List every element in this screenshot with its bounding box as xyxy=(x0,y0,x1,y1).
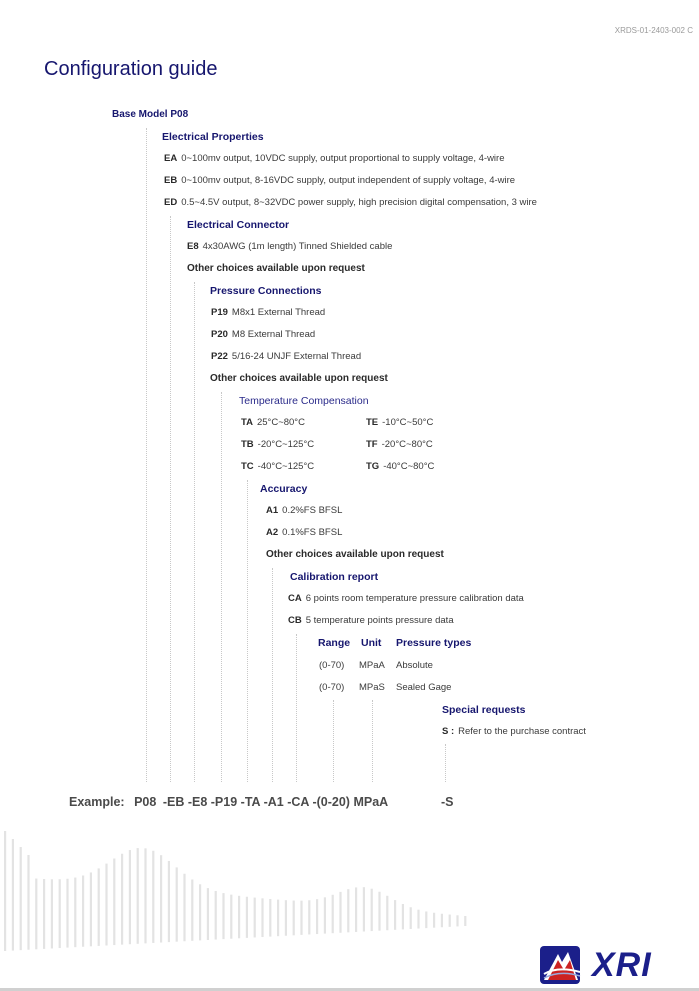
range-value: (0-70) xyxy=(319,660,345,671)
example-special: -S xyxy=(441,795,454,809)
option-text: 25°C~80°C xyxy=(256,417,305,428)
example-electrical: -EB xyxy=(162,795,185,809)
wave-bar xyxy=(113,858,115,945)
wave-bar xyxy=(285,900,287,936)
option-row xyxy=(366,439,433,450)
option-code: CB xyxy=(288,615,302,626)
option-code: A2 xyxy=(266,527,279,538)
wave-bar xyxy=(277,900,279,937)
option-code: EA xyxy=(164,153,178,164)
option-row xyxy=(211,329,315,340)
wave-bar xyxy=(363,887,365,931)
range-value: (0-70) xyxy=(319,682,345,693)
wave-bar xyxy=(324,897,326,933)
wave-bar xyxy=(199,884,201,940)
wave-bar xyxy=(59,879,61,948)
example-connector: -E8 xyxy=(187,795,208,809)
option-code: S : xyxy=(442,726,455,737)
option-text: -20°C~80°C xyxy=(381,439,433,450)
option-text: -20°C~125°C xyxy=(257,439,315,450)
other-choices-note: Other choices available upon request xyxy=(210,373,388,384)
pressure-type-value: Absolute xyxy=(396,660,433,671)
unit-value: MPaA xyxy=(359,660,385,671)
wave-bar xyxy=(183,874,185,942)
option-text: Refer to the purchase contract xyxy=(458,726,586,737)
option-row xyxy=(211,351,361,362)
wave-bar xyxy=(316,899,318,934)
option-text: -40°C~80°C xyxy=(383,461,435,472)
wave-bar xyxy=(417,910,419,929)
wave-bar xyxy=(378,892,380,931)
wave-bar xyxy=(347,889,349,932)
wave-bar xyxy=(293,901,295,936)
wave-bar xyxy=(261,898,263,937)
unit-value: MPaS xyxy=(359,682,385,693)
temperature-compensation-heading: Temperature Compensation xyxy=(239,395,369,407)
wave-bar xyxy=(121,854,123,945)
option-code: ED xyxy=(164,197,178,208)
wave-bar xyxy=(456,915,458,926)
wave-bar xyxy=(355,887,357,932)
wave-bar xyxy=(43,879,45,949)
xri-logo xyxy=(538,944,663,986)
example-label: Example: xyxy=(69,795,125,809)
wave-bar xyxy=(410,907,412,929)
wave-bar xyxy=(12,839,14,951)
option-row xyxy=(241,439,314,450)
option-code: E8 xyxy=(187,241,199,252)
option-row xyxy=(187,241,392,252)
option-row xyxy=(266,505,342,516)
option-text: 0.5~4.5V output, 8~32VDC power supply, high precision digital compensation, 3 wire xyxy=(181,197,537,208)
unit-header: Unit xyxy=(361,637,382,649)
option-code: TF xyxy=(366,439,378,450)
wave-bar xyxy=(371,889,373,931)
option-text: 0~100mv output, 10VDC supply, output proportional to supply voltage, 4-wire xyxy=(181,153,505,164)
wave-bar xyxy=(35,879,37,950)
option-row xyxy=(164,153,504,164)
base-model-label: Base Model P08 xyxy=(112,109,189,120)
example-temperature: -TA xyxy=(240,795,261,809)
wave-bar xyxy=(105,864,107,946)
logo-mark-icon xyxy=(538,944,586,986)
option-row xyxy=(288,593,524,604)
wave-bar xyxy=(308,900,310,934)
other-choices-note: Other choices available upon request xyxy=(266,549,444,560)
wave-bar xyxy=(74,878,76,948)
option-text: -10°C~50°C xyxy=(382,417,434,428)
option-text: 5/16-24 UNJF External Thread xyxy=(231,351,362,362)
option-code: P22 xyxy=(211,351,228,362)
wave-bar xyxy=(433,913,435,928)
option-code: TB xyxy=(241,439,254,450)
wave-bar xyxy=(27,855,29,950)
wave-bar xyxy=(4,831,6,951)
pressure-types-header: Pressure types xyxy=(396,637,472,649)
wave-bar xyxy=(222,893,224,939)
example-code xyxy=(69,795,388,809)
electrical-properties-heading: Electrical Properties xyxy=(162,131,264,143)
option-row xyxy=(211,307,325,318)
option-row xyxy=(366,417,433,428)
option-text: 0.2%FS BFSL xyxy=(282,505,343,516)
example-pressure: -P19 xyxy=(210,795,238,809)
option-text: 0.1%FS BFSL xyxy=(282,527,343,538)
pressure-type-value: Sealed Gage xyxy=(396,682,452,693)
wave-bar xyxy=(254,898,256,938)
page-title: Configuration guide xyxy=(44,58,218,80)
wave-bar xyxy=(144,848,146,943)
wave-bar xyxy=(332,895,334,933)
wave-bar xyxy=(300,901,302,935)
option-row xyxy=(266,527,342,538)
option-code: TC xyxy=(241,461,254,472)
option-code: EB xyxy=(164,175,178,186)
wave-bar xyxy=(215,891,217,940)
wave-bar xyxy=(441,914,443,928)
option-text: 0~100mv output, 8-16VDC supply, output independent of supply voltage, 4-wire xyxy=(181,175,516,186)
option-text: 4x30AWG (1m length) Tinned Shielded cable xyxy=(202,241,393,252)
option-code: P19 xyxy=(211,307,228,318)
option-row xyxy=(288,615,454,626)
logo-text: XRI xyxy=(592,946,652,984)
wave-bar xyxy=(160,855,162,942)
wave-bar xyxy=(90,872,92,946)
option-text: -40°C~125°C xyxy=(257,461,315,472)
wave-bar xyxy=(66,879,68,948)
special-requests-heading: Special requests xyxy=(442,704,526,716)
example-accuracy: -A1 xyxy=(263,795,284,809)
option-row xyxy=(241,417,305,428)
wave-bar xyxy=(238,896,240,938)
wave-bar xyxy=(230,895,232,939)
option-code: TG xyxy=(366,461,380,472)
document-id: XRDS-01-2403-002 C xyxy=(614,26,693,35)
option-row xyxy=(241,461,314,472)
wave-bar xyxy=(98,868,100,946)
option-row xyxy=(366,461,434,472)
wave-bar xyxy=(191,879,193,940)
wave-bar xyxy=(137,848,139,944)
wave-bar xyxy=(394,900,396,930)
example-base: P08 xyxy=(134,795,157,809)
decorative-wave-bars xyxy=(0,826,480,956)
wave-bar xyxy=(386,896,388,930)
option-text: 5 temperature points pressure data xyxy=(305,615,454,626)
option-code: P20 xyxy=(211,329,228,340)
wave-bar xyxy=(246,897,248,938)
option-code: TE xyxy=(366,417,379,428)
option-text: M8x1 External Thread xyxy=(231,307,326,318)
wave-bar xyxy=(464,916,466,926)
example-unit: MPaA xyxy=(353,795,389,809)
range-header: Range xyxy=(318,637,351,649)
wave-bar xyxy=(269,899,271,937)
wave-bar xyxy=(339,892,341,933)
option-row xyxy=(164,197,537,208)
option-code: A1 xyxy=(266,505,279,516)
wave-bar xyxy=(402,904,404,929)
example-range: -(0-20) xyxy=(312,795,350,809)
wave-bar xyxy=(449,915,451,927)
wave-bar xyxy=(152,851,154,943)
accuracy-heading: Accuracy xyxy=(260,483,308,495)
electrical-connector-heading: Electrical Connector xyxy=(187,219,290,231)
wave-bar xyxy=(51,879,53,948)
option-text: M8 External Thread xyxy=(231,329,316,340)
other-choices-note: Other choices available upon request xyxy=(187,263,365,274)
wave-bar xyxy=(168,861,170,942)
wave-bar xyxy=(176,867,178,941)
wave-bar xyxy=(207,888,209,940)
option-code: TA xyxy=(241,417,253,428)
example-calibration: -CA xyxy=(287,795,309,809)
wave-bar xyxy=(82,875,84,946)
option-text: 6 points room temperature pressure calibration data xyxy=(305,593,524,604)
option-row xyxy=(442,726,586,737)
option-row xyxy=(164,175,515,186)
wave-bar xyxy=(425,911,427,928)
wave-bar xyxy=(20,847,22,950)
pressure-connections-heading: Pressure Connections xyxy=(210,285,322,297)
calibration-report-heading: Calibration report xyxy=(290,571,379,583)
option-code: CA xyxy=(288,593,302,604)
wave-bar xyxy=(129,850,131,944)
